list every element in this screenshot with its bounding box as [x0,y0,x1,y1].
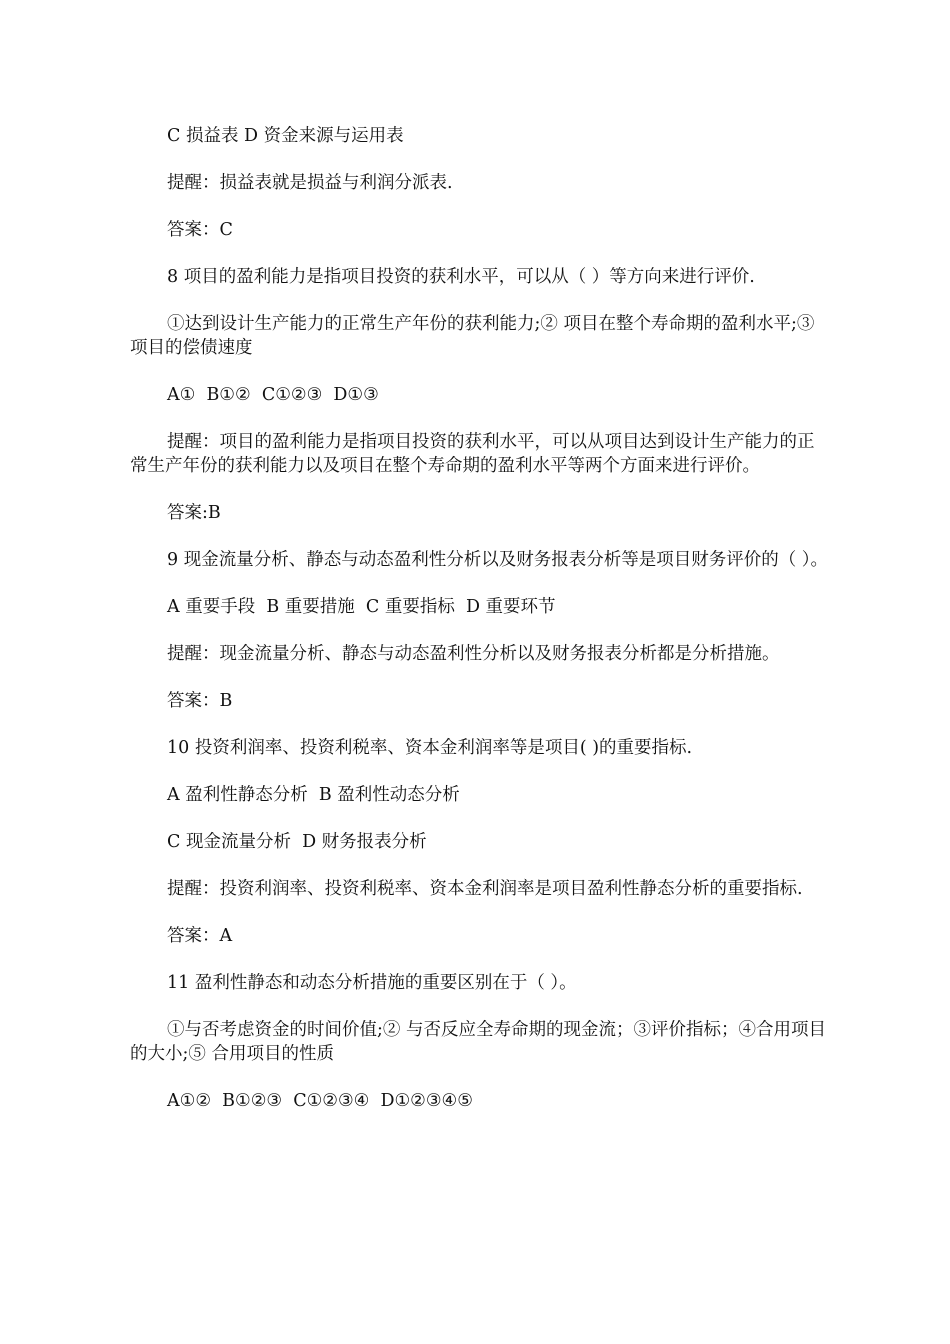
question-10-answer: 答案：A [167,926,233,946]
question-10-hint: 提醒：投资利润率、投资利税率、资本金利润率是项目盈利性静态分析的重要指标. [167,879,803,899]
question-10-options-cd: C 现金流量分析 D 财务报表分析 [167,832,427,852]
question-8-hint: 提醒：项目的盈利能力是指项目投资的获利水平，可以从项目达到设计生产能力的正常生产年份的获利能力以及项目在整个寿命期的盈利水平等两个方面来进行评价。 [130,432,815,476]
question-8-statements: ①达到设计生产能力的正常生产年份的获利能力;② 项目在整个寿命期的盈利水平;③ 项目的偿债速度 [130,314,820,358]
question-9-answer: 答案：B [167,691,233,711]
question-9-hint: 提醒：现金流量分析、静态与动态盈利性分析以及财务报表分析都是分析措施。 [167,644,780,664]
question-8-options: A① B①② C①②③ D①③ [167,385,379,405]
option-line: C 损益表 D 资金来源与运用表 [167,126,404,146]
question-8-answer: 答案:B [167,503,221,523]
document-body [130,124,830,1136]
question-9: 9 现金流量分析、静态与动态盈利性分析以及财务报表分析等是项目财务评价的（ ）。 [167,550,829,570]
question-11-options: A①② B①②③ C①②③④ D①②③④⑤ [167,1091,473,1111]
question-9-options: A 重要手段 B 重要措施 C 重要指标 D 重要环节 [167,597,556,617]
answer-text: 答案：C [167,220,233,240]
question-11-statements: ①与否考虑资金的时间价值;② 与否反应全寿命期的现金流；③评价指标；④合用项目的大小;⑤ 合用项目的性质 [130,1020,826,1064]
question-10-options-ab: A 盈利性静态分析 B 盈利性动态分析 [167,785,460,805]
question-8: 8 项目的盈利能力是指项目投资的获利水平，可以从（ ）等方向来进行评价. [167,267,755,287]
question-10: 10 投资利润率、投资利税率、资本金利润率等是项目( )的重要指标. [167,738,693,758]
hint-text: 提醒：损益表就是损益与利润分派表. [167,173,453,193]
question-11: 11 盈利性静态和动态分析措施的重要区别在于（ ）。 [167,973,577,993]
